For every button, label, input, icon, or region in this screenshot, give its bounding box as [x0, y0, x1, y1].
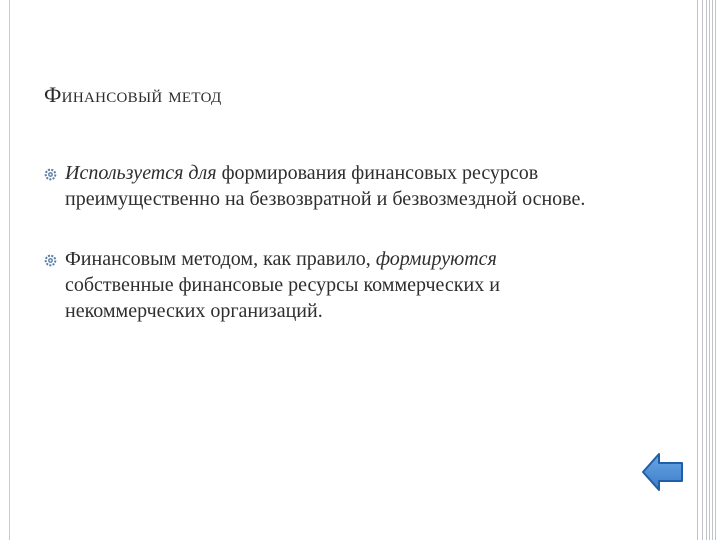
bullet-item-1 — [44, 160, 604, 212]
gear-bullet-icon — [44, 254, 57, 267]
bullet-item-2 — [44, 246, 604, 324]
right-decorative-border — [693, 0, 720, 540]
bullet-1-italic-lead: Используется для — [65, 162, 217, 184]
bullet-1-text: формирования финансовых ресурсов преимущественно на безвозвратной и безвозмездной основе. — [65, 162, 586, 210]
slide-title: Финансовый метод — [44, 82, 222, 107]
back-arrow-icon[interactable] — [640, 450, 686, 494]
bullet-2-italic: формируются — [375, 248, 497, 270]
bullet-2-lead: Финансовым методом, как правило, — [65, 248, 376, 270]
bullet-list — [44, 160, 604, 358]
gear-bullet-icon — [44, 168, 57, 181]
bullet-2-text: собственные финансовые ресурсы коммерческих и некоммерческих организаций. — [65, 274, 500, 322]
left-border-line — [9, 0, 10, 540]
